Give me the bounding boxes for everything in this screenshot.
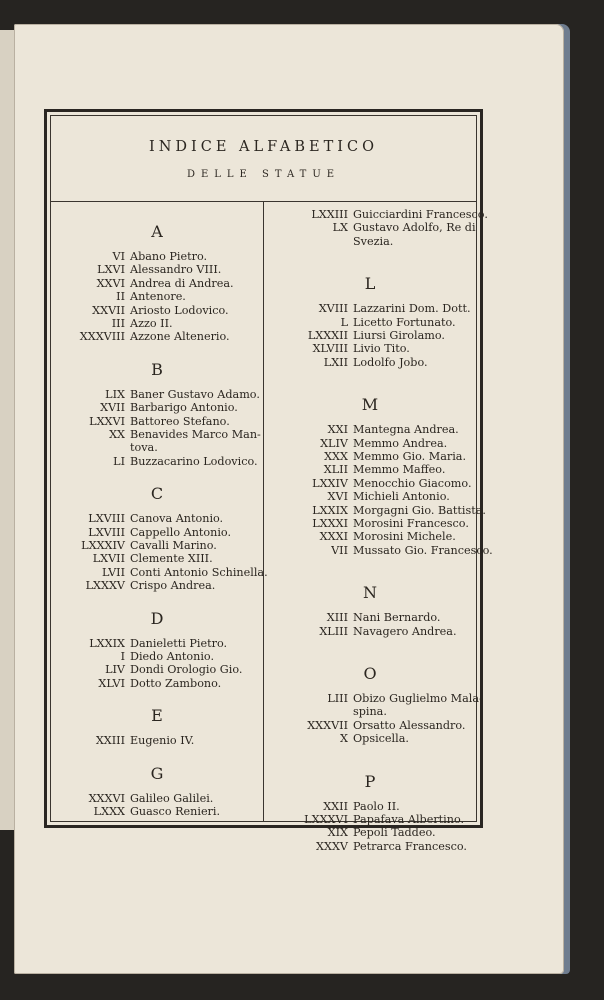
section-letter: C — [150, 484, 164, 504]
index-entry — [51, 388, 263, 402]
index-inner-frame — [50, 115, 493, 853]
section-letter: M — [361, 395, 379, 415]
index-frame — [44, 109, 493, 853]
index-entry — [51, 512, 263, 526]
statue-number: LXXIX — [89, 636, 125, 650]
statue-number: XLVIII — [312, 342, 348, 356]
index-entry — [264, 625, 476, 639]
right-column — [264, 202, 493, 853]
statue-name: Papafava Albertino. — [353, 813, 465, 826]
index-entry — [51, 263, 263, 277]
statue-number: XLII — [323, 463, 348, 477]
statue-name: Orsatto Alessandro. — [353, 718, 466, 732]
statue-number: VII — [331, 543, 348, 557]
statue-number: LIX — [105, 387, 125, 401]
statue-number: XXVII — [92, 303, 125, 317]
statue-number: LXXXII — [307, 329, 348, 342]
statue-number: XXI — [327, 423, 348, 437]
statue-name: Michieli Antonio. — [353, 490, 450, 504]
statue-name: Cappello Antonio. — [130, 525, 232, 539]
statue-number: XLIII — [319, 624, 348, 638]
statue-name: Abano Pietro. — [130, 250, 208, 263]
index-entry — [51, 565, 268, 580]
index-entry — [264, 437, 476, 451]
statue-number: LIV — [105, 663, 125, 677]
statue-name: Canova Antonio. — [130, 512, 224, 526]
statue-number: LI — [113, 454, 125, 468]
statue-number: LVII — [101, 565, 125, 579]
statue-name: Baner Gustavo Adamo. — [130, 387, 260, 401]
statue-name: Menocchio Giacomo. — [353, 476, 472, 490]
index-entry — [264, 208, 488, 222]
statue-name: Nani Bernardo. — [353, 611, 441, 625]
index-header — [51, 116, 476, 202]
statue-name: Battoreo Stefano. — [130, 414, 230, 428]
index-entry — [264, 826, 476, 840]
statue-name: Petrarca Francesco. — [353, 839, 467, 853]
statue-number: XXXVII — [307, 718, 348, 732]
index-entry — [51, 650, 263, 664]
statue-number: XXXVI — [88, 791, 125, 805]
statue-name: Benavides Marco Man- — [130, 428, 261, 441]
statue-number: XLIV — [320, 436, 348, 450]
statue-number: LXXXI — [312, 517, 348, 530]
section-letter: L — [364, 274, 376, 294]
index-entry — [264, 611, 476, 625]
index-entry — [264, 692, 483, 706]
index-entry — [51, 805, 263, 819]
index-entry — [264, 800, 476, 814]
statue-name: Azzone Altenerio. — [130, 330, 230, 344]
statue-name: spina. — [353, 705, 387, 719]
statue-number: LXXX — [93, 805, 125, 818]
statue-name: Galileo Galilei. — [130, 791, 214, 805]
index-entry — [264, 517, 476, 531]
statue-name: Licetto Fortunato. — [353, 315, 456, 329]
statue-number: II — [116, 290, 125, 304]
book-page — [14, 24, 564, 974]
previous-page-edge — [0, 30, 15, 830]
statue-number: XXVI — [96, 276, 125, 290]
statue-name: Morosini Francesco. — [353, 517, 469, 530]
statue-number: XIX — [327, 826, 348, 840]
statue-number: LXXVI — [89, 414, 125, 428]
statue-name: Memmo Maffeo. — [353, 463, 446, 477]
statue-name: Pepoli Taddeo. — [353, 826, 436, 840]
statue-number: XXXI — [319, 530, 348, 544]
statue-number: LXVII — [92, 552, 125, 566]
statue-number: LX — [332, 221, 348, 235]
statue-number: LXVIII — [88, 525, 125, 539]
index-entry — [264, 477, 476, 491]
index-entry — [264, 530, 476, 544]
index-entry — [51, 792, 263, 806]
section-letter: A — [151, 222, 163, 241]
section-letter: N — [363, 583, 377, 603]
statue-number: LXXXV — [85, 579, 125, 593]
statue-number: I — [120, 650, 125, 663]
index-entry — [51, 663, 263, 677]
statue-name: Livio Tito. — [353, 342, 410, 356]
statue-name: Eugenio IV. — [130, 734, 195, 748]
section-letter: E — [151, 706, 163, 726]
statue-number: XVI — [327, 490, 348, 504]
statue-name: Andrea di Andrea. — [130, 276, 234, 290]
index-entry — [264, 732, 476, 746]
statue-name: Buzzacarino Lodovico. — [130, 454, 258, 468]
index-entry — [51, 455, 263, 469]
statue-name: Gustavo Adolfo, Re di — [353, 221, 476, 235]
index-entry — [51, 441, 263, 455]
index-entry — [51, 304, 263, 318]
section-letter: O — [363, 664, 377, 683]
index-entry — [264, 316, 476, 330]
statue-number: LXXIX — [312, 503, 348, 517]
section-letter: B — [151, 359, 163, 379]
statue-name: Guasco Renieri. — [130, 805, 221, 818]
statue-number: XXII — [323, 799, 348, 813]
section-letter: D — [150, 608, 164, 628]
statue-name: Svezia. — [353, 234, 394, 248]
statue-name: Obizo Guglielmo Mala- — [353, 692, 483, 705]
statue-name: Cavalli Marino. — [130, 539, 217, 552]
statue-number: LXXXVI — [304, 813, 348, 826]
index-entry — [51, 539, 263, 553]
index-entry — [51, 330, 263, 344]
statue-name: Ariosto Lodovico. — [130, 303, 229, 317]
index-entry — [264, 503, 486, 518]
statue-name: Lazzarini Dom. Dott. — [353, 302, 471, 316]
statue-number: LIII — [327, 692, 348, 705]
statue-name: Alessandro VIII. — [130, 263, 222, 277]
statue-number: III — [111, 317, 125, 330]
index-entry — [51, 734, 263, 748]
statue-name: tova. — [130, 441, 158, 455]
statue-name: Guicciardini Francesco. — [353, 208, 488, 221]
index-entry — [51, 415, 263, 429]
section-letter: P — [364, 771, 376, 791]
index-entry — [264, 423, 476, 437]
statue-name: Memmo Andrea. — [353, 436, 448, 450]
statue-number: XXX — [324, 450, 348, 463]
statue-name: Conti Antonio Schinella. — [130, 565, 268, 579]
statue-name: Clemente XIII. — [130, 552, 213, 566]
statue-name: Antenore. — [130, 290, 186, 304]
index-entry — [264, 490, 476, 504]
statue-name: Lodolfo Jobo. — [353, 355, 428, 369]
statue-number: XLVI — [98, 676, 125, 690]
statue-name: Opsicella. — [353, 732, 409, 746]
statue-name: Navagero Andrea. — [353, 624, 457, 638]
statue-number: X — [340, 732, 348, 746]
index-entry — [264, 302, 476, 316]
index-entry — [51, 317, 263, 331]
statue-name: Azzo II. — [130, 317, 173, 330]
index-title: INDICE ALFABETICO — [148, 139, 379, 155]
statue-number: XXIII — [95, 734, 125, 748]
index-entry — [264, 221, 476, 235]
index-entry — [264, 705, 476, 719]
index-entry — [51, 552, 263, 566]
index-entry — [51, 677, 263, 691]
statue-name: Mussato Gio. Francesco. — [353, 543, 493, 557]
statue-name: Danieletti Pietro. — [130, 636, 228, 650]
index-entry — [264, 329, 476, 343]
index-entry — [264, 235, 476, 249]
statue-number: LXVIII — [88, 512, 125, 526]
index-entry — [264, 356, 476, 370]
statue-number: LXII — [323, 355, 348, 369]
index-entry — [51, 579, 263, 593]
statue-number: XX — [109, 428, 125, 441]
index-entry — [264, 813, 476, 827]
statue-number: XVIII — [318, 302, 348, 316]
statue-name: Barbarigo Antonio. — [130, 401, 238, 415]
left-column — [51, 202, 268, 821]
statue-number: XIII — [326, 611, 348, 625]
statue-number: L — [340, 315, 348, 329]
statue-number: LXXXIV — [81, 539, 125, 552]
statue-number: LXVI — [97, 263, 125, 277]
statue-name: Paolo II. — [353, 799, 400, 813]
section-letter: G — [150, 763, 164, 783]
index-entry — [51, 250, 263, 264]
statue-name: Crispo Andrea. — [130, 579, 216, 593]
statue-name: Morosini Michele. — [353, 530, 456, 544]
statue-name: Dondi Orologio Gio. — [130, 663, 243, 677]
statue-number: VI — [112, 250, 125, 263]
statue-number: XVII — [100, 401, 125, 415]
index-entry — [264, 719, 476, 733]
index-entry — [51, 526, 263, 540]
statue-name: Dotto Zambono. — [130, 676, 222, 690]
statue-name: Liursi Girolamo. — [353, 329, 445, 342]
index-entry — [51, 277, 263, 291]
statue-number: LXXIV — [312, 476, 348, 490]
statue-name: Memmo Gio. Maria. — [353, 450, 467, 463]
index-entry — [264, 840, 476, 854]
statue-name: Morgagni Gio. Battista. — [353, 503, 486, 517]
index-entry — [51, 637, 263, 651]
statue-number: LXXIII — [311, 208, 348, 221]
index-entry — [264, 543, 493, 558]
statue-name: Mantegna Andrea. — [353, 423, 459, 437]
index-entry — [51, 401, 263, 415]
index-entry — [51, 290, 263, 304]
index-entry — [264, 450, 476, 464]
statue-number: XXXVIII — [79, 330, 125, 344]
index-subtitle: DELLE STATUE — [186, 169, 341, 180]
index-entry — [264, 342, 476, 356]
statue-number: XXXV — [316, 839, 348, 853]
statue-name: Diedo Antonio. — [130, 650, 215, 663]
index-entry — [264, 463, 476, 477]
index-entry — [51, 428, 263, 442]
